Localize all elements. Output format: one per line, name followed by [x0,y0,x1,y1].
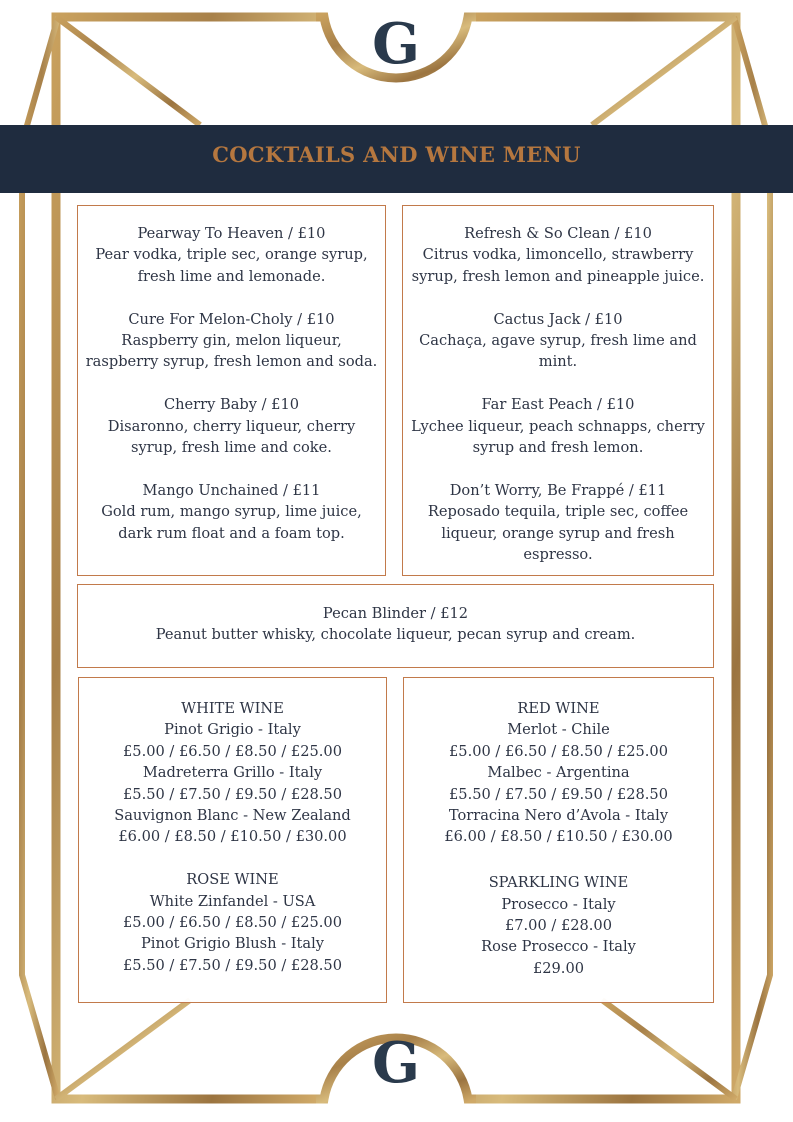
wine-left-box [78,677,387,1003]
wine-prices: £5.50 / £7.50 / £9.50 / £28.50 [449,785,668,803]
cocktail-item [409,480,707,566]
cocktail-name: Cherry Baby / £10 [163,396,300,414]
wine-name: Madreterra Grillo - Italy [142,764,323,782]
cocktail-item [409,309,707,373]
featured-cocktail-box [77,584,714,668]
bottom-monogram-logo: G [372,1030,420,1096]
cocktail-item [84,223,379,287]
wine-name: Torracina Nero d’Avola - Italy [448,807,669,825]
wine-prices: £5.50 / £7.50 / £9.50 / £28.50 [123,785,342,803]
cocktail-description: Raspberry gin, melon liqueur, raspberry syrup, fresh lemon and soda. [85,332,378,371]
cocktail-name: Cactus Jack / £10 [493,310,623,328]
cocktail-name: Pecan Blinder / £12 [322,605,469,622]
wine-name: Pinot Grigio - Italy [164,721,301,739]
cocktail-description: Disaronno, cherry liqueur, cherry syrup, fresh lime and coke. [107,417,356,457]
wine-section-heading: WHITE WINE [181,700,284,717]
cocktail-description: Pear vodka, triple sec, orange syrup, fresh lime and lemonade. [95,246,368,285]
cocktail-name: Far East Peach / £10 [481,396,635,414]
wine-prices: £5.00 / £6.50 / £8.50 / £25.00 [123,742,342,760]
wine-section-heading: RED WINE [517,700,600,717]
wine-name: White Zinfandel - USA [149,892,316,910]
wine-name: Pinot Grigio Blush - Italy [140,935,325,953]
cocktail-item [84,394,379,458]
wine-prices: £5.00 / £6.50 / £8.50 / £25.00 [123,914,342,932]
cocktail-name: Cure For Melon-Choly / £10 [128,310,335,328]
wine-section-red [410,698,707,848]
page-title: COCKTAILS AND WINE MENU [212,142,581,167]
top-monogram-logo: G [372,11,420,77]
wine-name: Rose Prosecco - Italy [481,938,636,956]
wine-section-rose [85,869,380,976]
cocktail-item [409,394,707,458]
cocktail-description: Lychee liqueur, peach schnapps, cherry syrup and fresh lemon. [411,417,705,457]
cocktail-name: Mango Unchained / £11 [142,481,321,499]
wine-prices: £5.00 / £6.50 / £8.50 / £25.00 [449,742,668,760]
cocktail-item [84,309,379,373]
cocktail-name: Pearway To Heaven / £10 [137,225,326,242]
wine-prices: £5.50 / £7.50 / £9.50 / £28.50 [123,956,342,974]
cocktail-description: Cachaça, agave syrup, fresh lime and mint. [419,332,697,371]
wine-name: Prosecco - Italy [501,895,616,913]
wine-prices: £6.00 / £8.50 / £10.50 / £30.00 [444,828,673,846]
cocktail-name: Don’t Worry, Be Frappé / £11 [449,481,667,499]
cocktail-name: Refresh & So Clean / £10 [464,225,652,242]
wine-prices: £7.00 / £28.00 [504,917,613,935]
wine-section-sparkling [410,869,707,979]
wine-section-white [85,698,380,848]
wine-prices: £29.00 [532,959,585,977]
wine-section-heading: SPARKLING WINE [488,874,629,892]
cocktail-description: Citrus vodka, limoncello, strawberry syrup, fresh lemon and pineapple juice. [411,246,705,285]
wine-name: Merlot - Chile [507,721,610,739]
cocktail-description: Reposado tequila, triple sec, coffee liqueur, orange syrup and fresh espresso. [427,503,689,564]
wine-name: Malbec - Argentina [487,764,630,782]
wine-name: Sauvignon Blanc - New Zealand [114,807,351,825]
wine-prices: £6.00 / £8.50 / £10.50 / £30.00 [118,828,347,846]
cocktails-right-box [402,205,714,576]
cocktail-item [409,223,707,287]
cocktails-left-box [77,205,386,576]
cocktail-description: Gold rum, mango syrup, lime juice, dark rum float and a foam top. [101,503,362,542]
wine-right-box [403,677,714,1003]
cocktail-item [84,480,379,544]
wine-section-heading: ROSE WINE [186,871,279,889]
cocktail-description: Peanut butter whisky, chocolate liqueur, pecan syrup and cream. [155,626,636,644]
